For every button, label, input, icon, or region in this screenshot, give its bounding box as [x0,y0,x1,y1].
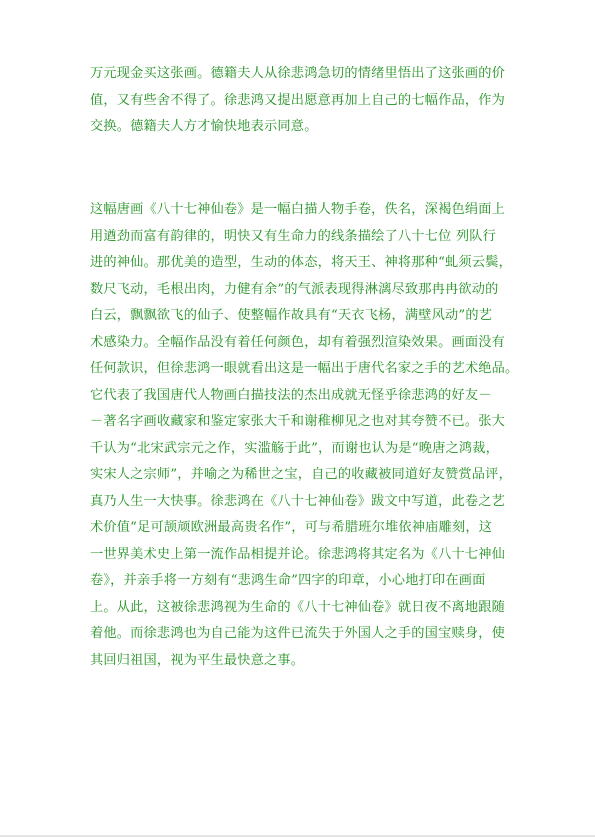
text-line: 它代表了我国唐代人物画白描技法的杰出成就无怪乎徐悲鸿的好友－ [90,387,492,403]
text-line: 上。从此，这被徐悲鸿视为生命的《八十七神仙卷》就日夜不离地跟随 [90,599,506,615]
paragraph [90,61,520,141]
text-line: 术感染力。全幅作品没有着任何颜色，却有着强烈渲染效果。画面没有 [90,334,506,350]
text-line: 交换。德籍夫人方才愉快地表示同意。 [90,119,318,134]
text-line: 这幅唐画《八十七神仙卷》是一幅白描人物手卷，佚名，深褐色绢面上 [90,202,506,217]
text-line: 任何款识，但徐悲鸿一眼就看出这是一幅出于唐代名家之手的艺术绝品。 [90,361,519,376]
text-line: 卷》，并亲手将一方刻有“悲鸿生命”四字的印章，小心地打印在画面 [90,573,486,588]
text-line: 千认为“北宋武宗元之作，实滥觞于此”，而谢也认为是“晚唐之鸿裁， [90,440,500,456]
text-line: 用遒劲而富有韵律的，明快又有生命力的线条描绘了八十七位 列队行 [90,228,497,244]
text-line: 其回归祖国，视为平生最快意之事。 [90,652,305,668]
text-line: －著名字画收藏家和鉴定家张大千和谢稚柳见之也对其夸赞不已。张大 [90,414,506,429]
text-line: 白云，飘飘欲飞的仙子、使整幅作故具有“天衣飞杨，满壁风动”的艺 [90,308,493,323]
text-line: 值，又有些舍不得了。徐悲鸿又提出愿意再加上自己的七幅作品，作为 [90,92,506,108]
text-line: 数尺飞动，毛根出肉，力健有余”的气派表现得淋漓尽致那冉冉欲动的 [90,281,499,297]
paragraph [90,197,520,674]
text-line: 一世界美术史上第一流作品相提并论。徐悲鸿将其定名为《八十七神仙 [90,546,506,562]
text-line: 着他。而徐悲鸿也为自己能为这件已流失于外国人之手的国宝赎身，使 [90,626,506,641]
text-line: 万元现金买这张画。德籍夫人从徐悲鸿急切的情绪里悟出了这张画的价 [90,66,506,81]
text-line: 实宋人之宗师”，并喻之为稀世之宝，自己的收藏被同道好友赞赏品评， [90,467,512,482]
text-line: 进的神仙。那优美的造型，生动的体态，将天王、神将那种“虬须云鬓， [90,255,512,270]
text-line: 真乃人生一大快事。徐悲鸿在《八十七神仙卷》跋文中写道，此卷之艺 [90,493,506,509]
text-line: 术价值“足可颉颃欧洲最高贵名作”，可与希腊班尔堆依神庙雕刻，这 [90,520,493,535]
